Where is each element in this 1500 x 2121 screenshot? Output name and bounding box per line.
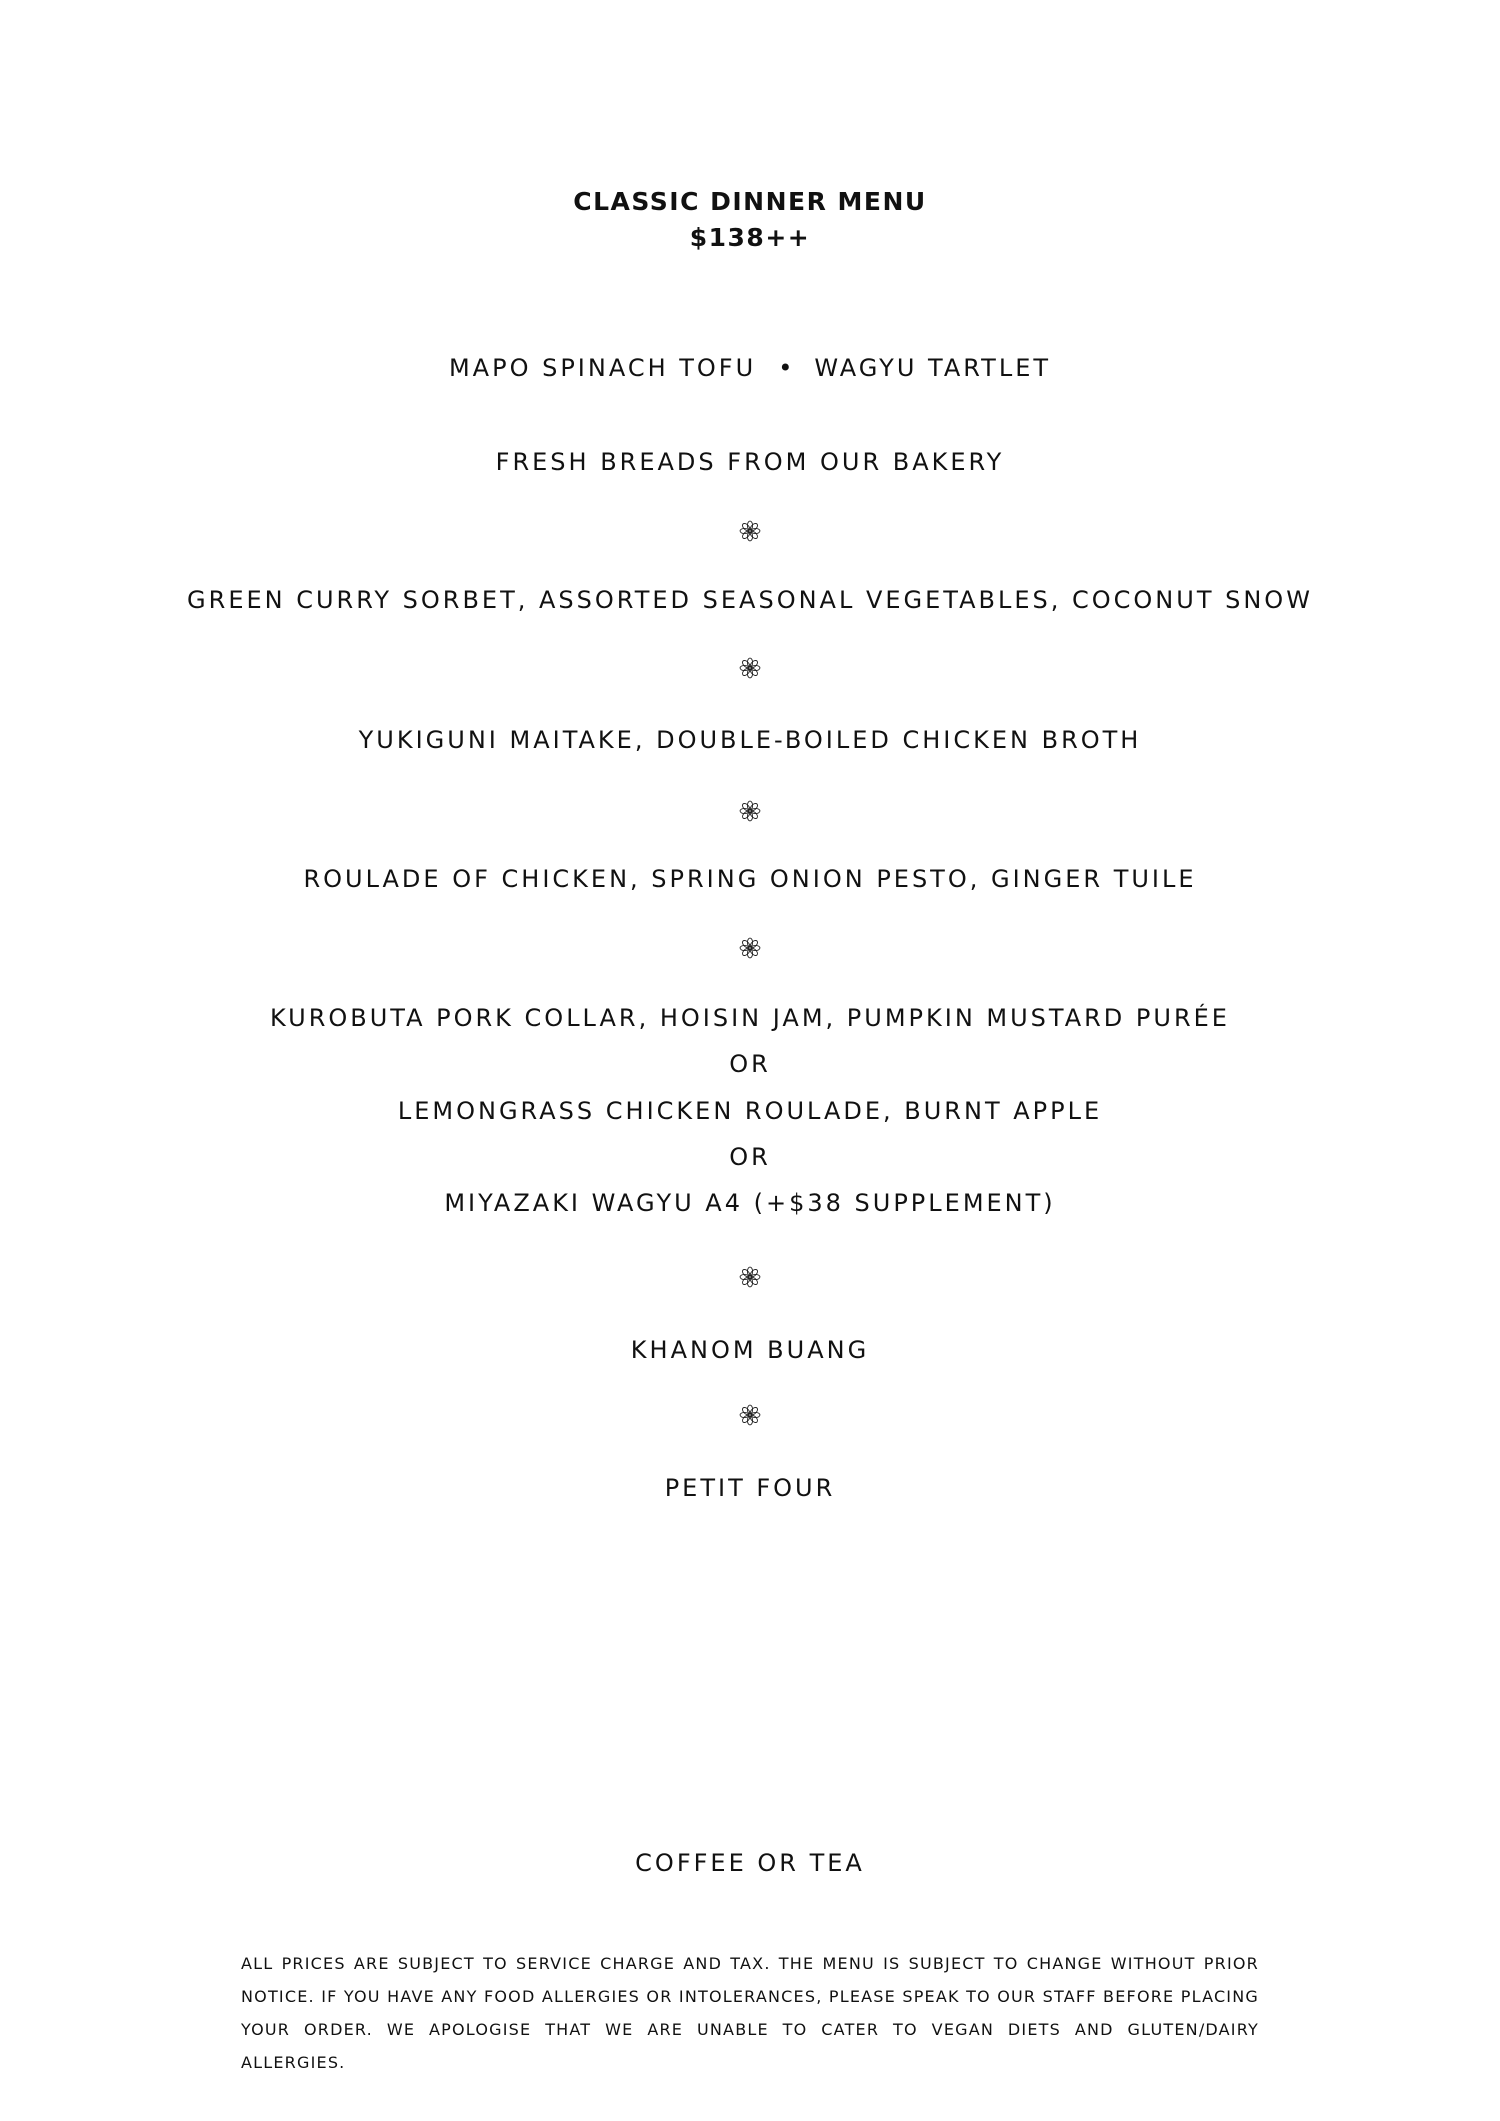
petit-four-course: PETIT FOUR — [664, 1474, 836, 1502]
bread-course: FRESH BREADS FROM OUR BAKERY — [495, 448, 1005, 476]
disclaimer-line: NOTICE. IF YOU HAVE ANY FOOD ALLERGIES OR INTOLERANCES, PLEASE SPEAK TO OUR STAFF BEFORE PLACING — [241, 1987, 1259, 2006]
dessert-course: KHANOM BUANG — [630, 1336, 870, 1364]
course-3: ROULADE OF CHICKEN, SPRING ONION PESTO, GINGER TUILE — [303, 865, 1197, 893]
course-2: YUKIGUNI MAITAKE, DOUBLE-BOILED CHICKEN BROTH — [358, 726, 1142, 754]
bullet-separator: • — [778, 354, 793, 382]
disclaimer-line: ALL PRICES ARE SUBJECT TO SERVICE CHARGE AND TAX. THE MENU IS SUBJECT TO CHANGE WITHOUT PRIOR — [241, 1954, 1259, 1973]
amuse-bouche-line — [0, 353, 1500, 383]
menu-title: CLASSIC DINNER MENU — [573, 187, 927, 216]
menu-price: $138++ — [689, 223, 811, 252]
main-option-3: MIYAZAKI WAGYU A4 (+$38 SUPPLEMENT) — [444, 1189, 1056, 1217]
disclaimer — [241, 1947, 1259, 2079]
amuse-right: WAGYU TARTLET — [814, 354, 1052, 382]
flower-ornament-icon — [739, 1266, 761, 1288]
amuse-left: MAPO SPINACH TOFU — [448, 354, 757, 382]
or-separator: OR — [729, 1050, 771, 1078]
course-1: GREEN CURRY SORBET, ASSORTED SEASONAL VEGETABLES, COCONUT SNOW — [187, 586, 1313, 614]
flower-ornament-icon — [739, 520, 761, 542]
flower-ornament-icon — [739, 937, 761, 959]
flower-ornament-icon — [739, 1404, 761, 1426]
disclaimer-line: YOUR ORDER. WE APOLOGISE THAT WE ARE UNABLE TO CATER TO VEGAN DIETS AND GLUTEN/DAIRY ALLERGIES. — [241, 2020, 1259, 2072]
flower-ornament-icon — [739, 657, 761, 679]
flower-ornament-icon — [739, 800, 761, 822]
or-separator: OR — [729, 1143, 771, 1171]
main-option-1: KUROBUTA PORK COLLAR, HOISIN JAM, PUMPKIN MUSTARD PURÉE — [270, 1004, 1230, 1032]
main-option-2: LEMONGRASS CHICKEN ROULADE, BURNT APPLE — [397, 1097, 1103, 1125]
beverage-course: COFFEE OR TEA — [635, 1849, 865, 1877]
menu-header — [0, 184, 1500, 256]
